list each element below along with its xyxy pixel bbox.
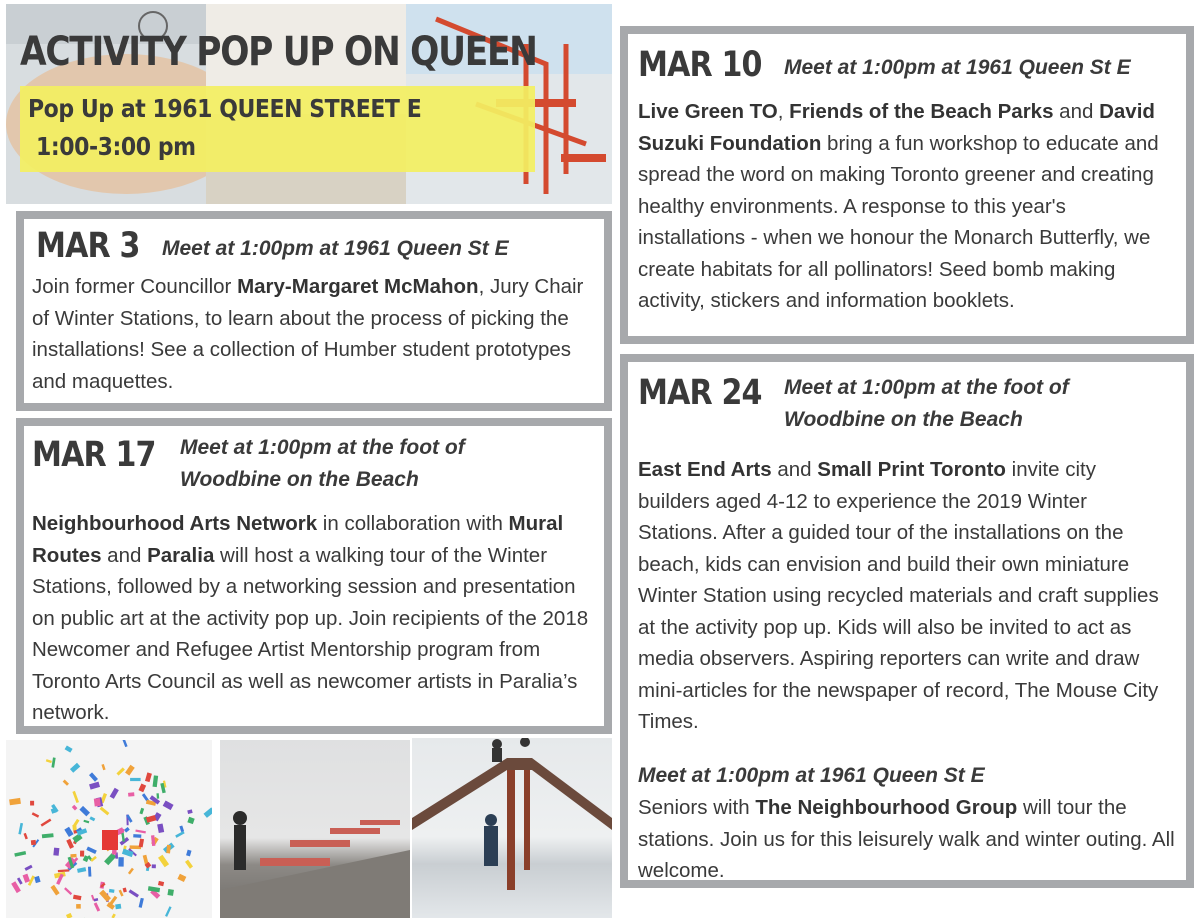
event-description: Neighbourhood Arts Network in collaboration with Mural Routes and Paralia will host a walking tour of the Winter Stations, followed by a networking session and presentation on public art at the activity pop up. Join recipients of the 2018 Newcomer and Refugee Artist Mentorship program from Toronto Arts Council as well as newcomer artists in Paralia’s network. — [32, 512, 589, 724]
confetti-piece — [158, 855, 169, 868]
confetti-piece — [86, 846, 96, 854]
confetti-piece — [30, 801, 34, 806]
confetti-piece — [18, 823, 23, 835]
event-description: Join former Councillor Mary-Margaret McMahon, Jury Chair of Winter Stations, to learn about the process of picking the installations! See a collection of Humber student prototypes and maquettes. — [32, 275, 584, 393]
confetti-piece — [70, 854, 76, 858]
page-title: ACTIVITY POP UP ON QUEEN — [20, 29, 537, 75]
confetti-piece — [94, 798, 101, 806]
confetti-piece — [187, 809, 192, 814]
event-date: MAR 10 — [638, 45, 762, 85]
event-meeting-point: Meet at 1:00pm at the foot of Woodbine on the Beach — [784, 376, 1069, 431]
confetti-piece — [89, 772, 98, 781]
confetti-piece — [128, 792, 134, 796]
confetti-piece — [58, 869, 70, 872]
confetti-piece — [42, 833, 54, 838]
event-card-mar10 — [620, 26, 1194, 344]
confetti-piece — [14, 851, 26, 857]
confetti-piece — [66, 913, 72, 918]
event-description: East End Arts and Small Print Toronto invite city builders aged 4-12 to experience the 2019 Winter Stations. After a guided tour of the installations on the beach, kids can envision and build their own miniature Winter Station using recycled materials and craft supplies at the activity pop up. Kids will also be invited to act as media observers. Aspiring reporters can write and draw mini-articles for the newspaper of record, The Mouse City Times. — [638, 458, 1159, 733]
confetti-piece — [9, 798, 21, 805]
confetti-piece — [89, 782, 100, 790]
confetti-piece — [23, 833, 27, 839]
confetti-piece — [148, 886, 160, 892]
confetti-piece — [156, 793, 159, 798]
confetti-piece — [63, 780, 69, 786]
header-collage-image — [6, 4, 612, 204]
confetti-piece — [111, 914, 115, 918]
confetti-piece — [104, 853, 116, 866]
confetti-piece — [185, 860, 193, 869]
confetti-piece — [24, 865, 32, 871]
confetti-piece — [121, 832, 125, 841]
stairs-installation-photo — [412, 738, 612, 918]
tables-art — [220, 740, 410, 918]
seniors-meeting-point: Meet at 1:00pm at 1961 Queen St E — [638, 764, 985, 787]
event-meeting-point: Meet at 1:00pm at 1961 Queen St E — [162, 237, 509, 260]
event-description: Live Green TO, Friends of the Beach Parks and David Suzuki Foundation bring a fun workshop to educate and spread the word on making Toronto greener and creating healthy environments. A response to this year's installations - when we honour the Monarch Butterfly, we create habitats for all pollinators! Seed bomb making activity, stickers and information booklets. — [638, 100, 1159, 312]
stairs-art — [412, 738, 612, 918]
confetti-piece — [72, 805, 78, 811]
tables-installation-photo — [220, 740, 410, 918]
confetti-piece — [125, 765, 135, 776]
confetti-piece — [167, 889, 173, 896]
confetti-piece — [94, 898, 99, 901]
event-card-mar3 — [16, 211, 612, 411]
confetti-piece — [109, 889, 115, 893]
confetti-piece — [139, 808, 144, 815]
confetti-piece — [146, 815, 156, 823]
confetti-piece — [23, 874, 31, 883]
confetti-piece — [135, 830, 146, 834]
seniors-description: Seniors with The Neighbourhood Group will tour the stations. Join us for this leisurely walk and winter outing. All welcome. — [638, 796, 1175, 882]
confetti-piece — [94, 902, 100, 911]
confetti-piece — [66, 839, 74, 849]
confetti-piece — [157, 823, 164, 833]
confetti-piece — [133, 834, 141, 838]
confetti-piece — [51, 885, 60, 896]
confetti-piece — [163, 800, 174, 810]
event-meeting-point: Meet at 1:00pm at 1961 Queen St E — [784, 56, 1131, 79]
confetti-piece — [129, 889, 139, 897]
confetti-piece — [116, 767, 124, 775]
event-date: MAR 24 — [638, 373, 762, 413]
popup-address: Pop Up at 1961 QUEEN STREET E — [28, 94, 422, 123]
confetti-piece — [83, 820, 89, 824]
red-box-shape — [102, 830, 118, 850]
confetti-piece — [110, 788, 119, 799]
confetti-piece — [153, 775, 159, 787]
confetti-piece — [34, 876, 40, 883]
confetti-piece — [115, 904, 121, 910]
confetti-installation-photo — [6, 740, 212, 918]
confetti-piece — [53, 848, 59, 856]
event-date: MAR 3 — [36, 226, 140, 266]
confetti-piece — [89, 816, 95, 821]
confetti-piece — [165, 906, 172, 917]
confetti-piece — [51, 757, 55, 767]
confetti-piece — [152, 864, 156, 868]
confetti-piece — [65, 745, 73, 752]
confetti-piece — [46, 759, 52, 763]
confetti-piece — [100, 807, 110, 816]
confetti-piece — [204, 807, 212, 817]
confetti-piece — [122, 740, 127, 747]
event-card-mar24 — [620, 354, 1194, 888]
confetti-piece — [17, 877, 23, 884]
confetti-piece — [186, 850, 191, 857]
confetti-piece — [124, 827, 130, 833]
confetti-piece — [77, 867, 86, 873]
confetti-piece — [177, 874, 186, 882]
confetti-piece — [76, 904, 81, 909]
confetti-piece — [73, 895, 82, 901]
confetti-piece — [123, 888, 127, 893]
confetti-piece — [158, 881, 164, 886]
confetti-piece — [179, 825, 184, 832]
confetti-piece — [80, 851, 84, 857]
confetti-piece — [101, 764, 105, 770]
confetti-piece — [119, 890, 124, 897]
confetti-piece — [64, 827, 73, 837]
confetti-piece — [139, 898, 144, 908]
confetti-art — [6, 740, 212, 918]
confetti-piece — [130, 778, 141, 781]
confetti-piece — [175, 831, 184, 838]
confetti-piece — [138, 784, 146, 793]
confetti-piece — [79, 806, 90, 816]
confetti-piece — [64, 887, 72, 895]
confetti-piece — [32, 812, 39, 817]
confetti-piece — [145, 772, 152, 782]
event-date: MAR 17 — [32, 435, 156, 475]
confetti-piece — [139, 839, 144, 848]
event-meeting-point: Meet at 1:00pm at the foot of Woodbine on the Beach — [180, 436, 465, 491]
confetti-piece — [70, 763, 80, 773]
confetti-piece — [151, 835, 155, 846]
confetti-piece — [122, 849, 134, 858]
confetti-piece — [187, 817, 194, 824]
confetti-piece — [118, 857, 123, 866]
confetti-piece — [128, 868, 134, 875]
popup-hours: 1:00-3:00 pm — [36, 132, 196, 161]
confetti-piece — [88, 867, 91, 877]
confetti-piece — [72, 791, 79, 803]
confetti-piece — [41, 819, 52, 827]
event-card-mar17 — [16, 418, 612, 734]
confetti-piece — [31, 840, 36, 845]
